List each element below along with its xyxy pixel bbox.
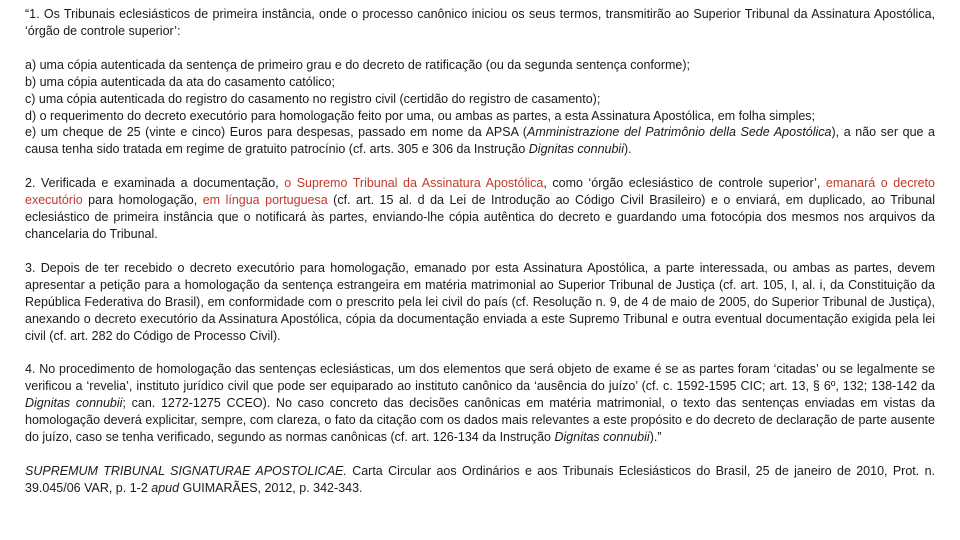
list-item-e-text-1: e) um cheque de 25 (vinte e cinco) Euros para despesas, passado em nome da APSA ( [25, 125, 527, 140]
list-item-d: d) o requerimento do decreto executório para homologação feito por uma, ou ambas as partes, a esta Assinatura Apostólica, em folha simples; [25, 108, 816, 123]
list-item-e-text-3: ). [623, 142, 632, 157]
p4-italic-dignitas-1: Dignitas connubii [25, 396, 123, 411]
p4-text-e: ).” [649, 430, 662, 445]
p4-text-a: 4. No procedimento de homologação das sentenças eclesiásticas, um dos elementos que será objeto de exame é se as partes foram ‘citadas’ ou se legalmente se verificou a ‘revelia’, instituto jurídico civil que pode ser equiparado ao instituto canônico da ‘ausência do juízo’ (cf. c. 1592-1595 CIC; art. 13, § 6º, 132; 138-142 da [25, 362, 935, 394]
p2-highlight-lingua: em língua portuguesa [202, 193, 328, 208]
list-item-e-italic-apsa: Amministrazione del Patrimônio della Sede Apostólica [526, 125, 832, 140]
paragraph-3: 3. Depois de ter recebido o decreto executório para homologação, emanado por esta Assinatura Apostólica, a parte interessada, ou ambas as partes, devem apresentar a petição para a homologação da sentença estrangeira em matéria matrimonial ao Superior Tribunal de Justiça (cf. art. 105, I, al. i, da Constituição da República Federativa do Brasil), em conformidade com o prescrito pela lei civil do país (cf. Resolução n. 9, de 4 de maio de 2005, do Superior Tribunal de Justiça), anexando o decreto executório da Assinatura Apostólica, cópia da documentação enviada a este Supremo Tribunal e outra eventual documentação exigida pela lei civil (cf. art. 282 do Código de Processo Civil). [25, 260, 935, 343]
paragraph-4 [25, 361, 935, 446]
reference-text-b: Carta Circular aos Ordinários e aos Tribunais Eclesiásticos do Brasil, 25 de janeiro de 2010, Prot. n. 39.045/06 VAR, p. 1-2 [25, 463, 935, 495]
p4-text-c: ; can. 1272-1275 CCEO). No caso concreto das decisões canônicas em matéria matrimonial, o texto das sentenças enviadas em vistas da homologação deverá explicitar, sempre, com clareza, o fato da citação com os dados mais relevantes a este propósito e do decreto de declaração de parte ausente do juízo, caso se tenha verificado, segundo as normas canônicas (cf. art. 126-134 da Instrução [25, 396, 935, 445]
p2-text-g: (cf. art. 15 al. d da Lei de Introdução ao Código Civil Brasileiro) e o enviará, em duplicado, ao Tribunal eclesiástico de primeira instância que o notificará às partes, enviando-lhe cópia autêntica do decreto e guardando uma fotocópia dos mesmos nos arquivos da chancelaria do Tribunal. [25, 193, 936, 241]
document-page [25, 6, 935, 497]
p2-highlight-tribunal: o Supremo Tribunal da Assinatura Apostólica [284, 176, 544, 191]
documents-list [25, 57, 935, 158]
list-item-e-text-2: ), a não ser que a causa tenha sido tratada em regime de gratuito patrocínio (cf. arts. 305 e 306 da Instrução [25, 125, 935, 157]
list-item-e [25, 124, 935, 158]
reference-author: SUPREMUM TRIBUNAL SIGNATURAE APOSTOLICAE. [25, 463, 347, 478]
list-item-b: b) uma cópia autenticada da ata do casamento católico; [25, 74, 335, 89]
reference-citation [25, 463, 935, 497]
reference-apud: apud [151, 480, 180, 495]
p2-text-e: para homologação, [82, 193, 203, 208]
p4-italic-dignitas-2: Dignitas connubii [554, 430, 650, 445]
p2-text-c: , como ‘órgão eclesiástico de controle superior’, [543, 176, 826, 191]
list-item-c: c) uma cópia autenticada do registro do casamento no registro civil (certidão do registro de casamento); [25, 91, 601, 106]
paragraph-1-intro: “1. Os Tribunais eclesiásticos de primeira instância, onde o processo canônico iniciou os seus termos, transmitirão ao Superior Tribunal da Assinatura Apostólica, ‘órgão de controle superior’: [25, 7, 935, 38]
reference-text-d: GUIMARÃES, 2012, p. 342-343. [179, 480, 363, 495]
list-item-a: a) uma cópia autenticada da sentença de primeiro grau e do decreto de ratificação (ou da segunda sentença conforme); [25, 57, 690, 72]
p2-highlight-decreto: emanará o decreto executório [25, 176, 935, 208]
list-item-e-italic-dignitas: Dignitas connubii [528, 142, 624, 157]
p2-text-a: 2. Verificada e examinada a documentação, [25, 176, 285, 191]
paragraph-2 [25, 175, 935, 243]
